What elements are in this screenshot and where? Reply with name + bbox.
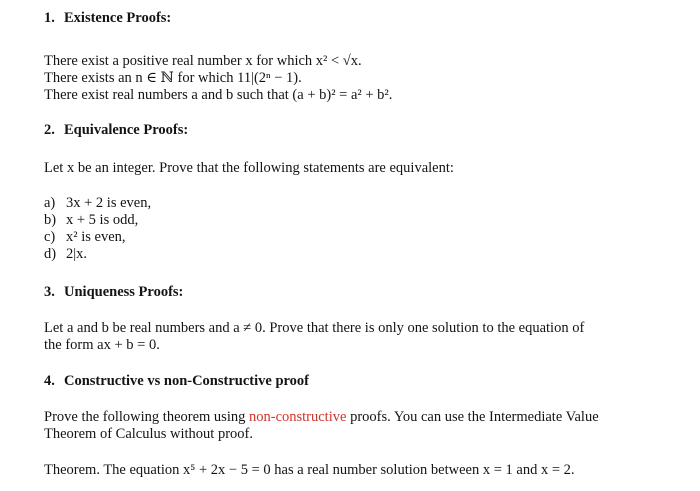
section-4-text-after: proofs. You can use the Intermediate Value: [346, 409, 599, 425]
section-1-line-3: There exist real numbers a and b such that (a + b)² = a² + b².: [44, 87, 393, 103]
list-item-text: x² is even,: [66, 229, 126, 245]
list-item: [44, 212, 138, 229]
list-item-letter: a): [44, 195, 56, 211]
list-item-letter: c): [44, 229, 56, 245]
list-item: [44, 246, 87, 263]
section-2-number: 2.: [44, 122, 55, 138]
section-1-title: Existence Proofs:: [64, 10, 172, 26]
section-2-title: Equivalence Proofs:: [64, 122, 189, 138]
section-4-paragraph-line-2: Theorem of Calculus without proof.: [44, 426, 253, 442]
section-3-line-2: the form ax + b = 0.: [44, 337, 160, 353]
section-1-line-1: There exist a positive real number x for which x² < √x.: [44, 53, 362, 69]
section-4-title: Constructive vs non-Constructive proof: [64, 373, 310, 389]
section-4-text-before: Prove the following theorem using: [44, 409, 249, 425]
list-item-text: 3x + 2 is even,: [66, 195, 152, 211]
section-1-heading: [44, 10, 171, 27]
section-3-heading: [44, 284, 183, 301]
section-1-line-2: There exists an n ∈ ℕ for which 11|(2ⁿ − 1).: [44, 70, 302, 86]
section-3-title: Uniqueness Proofs:: [64, 284, 184, 300]
section-4-number: 4.: [44, 373, 55, 389]
section-2-intro: Let x be an integer. Prove that the following statements are equivalent:: [44, 160, 454, 176]
section-3-line-1: Let a and b be real numbers and a ≠ 0. Prove that there is only one solution to the equation of: [44, 320, 585, 336]
list-item-letter: d): [44, 246, 57, 262]
section-4-paragraph-line-1: [44, 409, 599, 426]
list-item-letter: b): [44, 212, 57, 228]
list-item: [44, 195, 151, 212]
list-item-text: 2|x.: [66, 246, 88, 262]
list-item-text: x + 5 is odd,: [66, 212, 139, 228]
section-4-heading: [44, 373, 309, 390]
section-1-number: 1.: [44, 10, 55, 26]
non-constructive-highlight: non-constructive: [248, 409, 347, 425]
section-3-number: 3.: [44, 284, 55, 300]
list-item: [44, 229, 126, 246]
section-2-heading: [44, 122, 188, 139]
theorem-statement: Theorem. The equation x⁵ + 2x − 5 = 0 has a real number solution between x = 1 and x = 2.: [44, 462, 575, 478]
